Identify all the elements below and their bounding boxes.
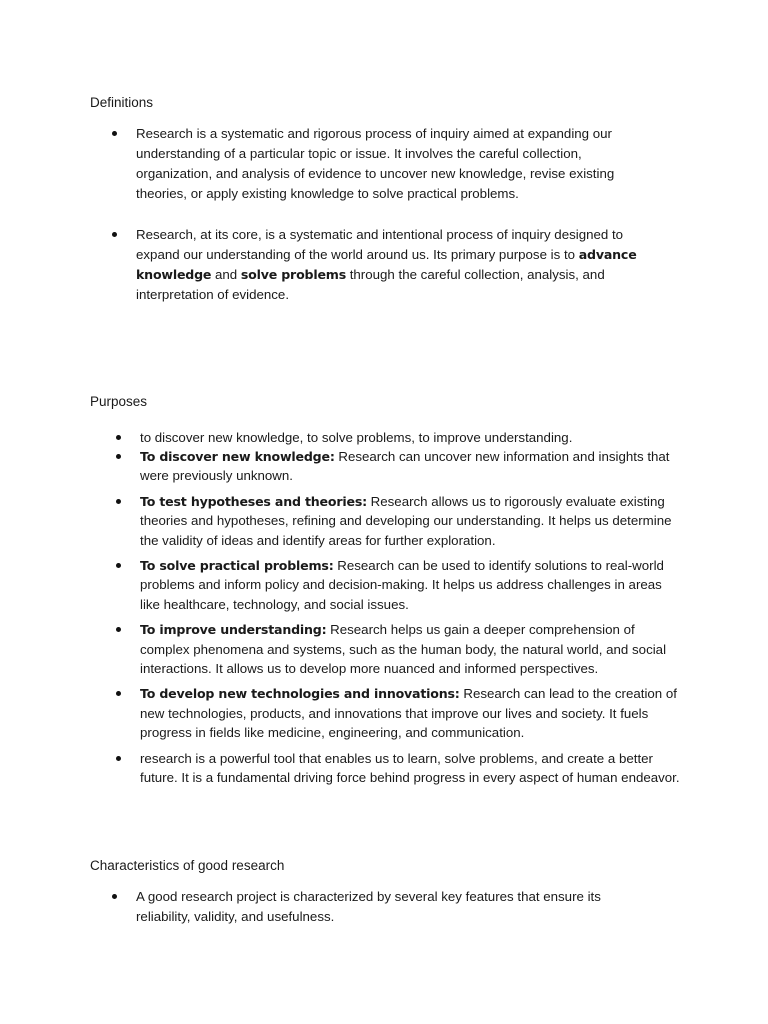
characteristics-heading: Characteristics of good research: [90, 858, 285, 873]
purpose-intro-item: [140, 428, 680, 447]
definition-text-part: through the careful collection, analysis, and interpretation of evidence.: [136, 267, 605, 302]
purpose-title: To solve practical problems:: [140, 558, 334, 574]
purpose-text: Research can lead to the creation of new technologies, products, and innovations that improve our lives and society. It fuels progress in fields like medicine, engineering, and communication.: [140, 686, 677, 740]
purpose-title: To develop new technologies and innovations:: [140, 686, 460, 702]
purpose-text: Research allows us to rigorously evaluate existing theories and hypotheses, refining and developing our understanding. It helps us determine the validity of ideas and identify areas for further exploration.: [140, 494, 672, 548]
characteristics-list: [136, 887, 656, 927]
definitions-heading: Definitions: [90, 95, 154, 110]
definitions-list: [136, 124, 656, 305]
purpose-closing-text: research is a powerful tool that enables us to learn, solve problems, and create a better future. It is a fundamental driving force behind progress in every aspect of human endeavor.: [140, 750, 680, 785]
purpose-text: Research can be used to identify solutions to real-world problems and inform policy and decision-making. It helps us address challenges in areas like healthcare, technology, and social issues.: [140, 558, 664, 612]
definition-item: [136, 225, 656, 305]
purpose-intro-text: to discover new knowledge, to solve problems, to improve understanding.: [140, 430, 573, 445]
purpose-title: To test hypotheses and theories:: [140, 494, 367, 510]
characteristic-text: A good research project is characterized by several key features that ensure its reliability, validity, and usefulness.: [136, 889, 601, 924]
definition-text: Research is a systematic and rigorous process of inquiry aimed at expanding our understanding of a particular topic or issue. It involves the careful collection, organization, and analysis of evidence to uncover new knowledge, revise existing theories, or apply existing knowledge to solve practical problems.: [136, 126, 615, 201]
purpose-item: [140, 492, 680, 550]
characteristic-item: [136, 887, 656, 927]
purpose-item: [140, 684, 680, 742]
purpose-closing-item: [140, 749, 680, 787]
definition-item: [136, 124, 656, 204]
definition-text-part: Research, at its core, is a systematic and intentional process of inquiry designed to expand our understanding of the world around us. Its primary purpose is to: [136, 227, 624, 262]
purposes-heading: Purposes: [90, 394, 148, 409]
purpose-text: Research can uncover new information and insights that were previously unknown.: [140, 449, 670, 484]
purpose-item: [140, 620, 680, 678]
purpose-title: To discover new knowledge:: [140, 449, 335, 465]
purposes-list: [140, 428, 680, 787]
definition-bold-term: advance knowledge: [136, 247, 637, 282]
purpose-item: [140, 556, 680, 614]
purpose-title: To improve understanding:: [140, 622, 327, 638]
definition-bold-term: solve problems: [240, 267, 347, 282]
purpose-item: [140, 447, 680, 485]
purpose-text: Research helps us gain a deeper comprehension of complex phenomena and systems, such as the human body, the natural world, and social interactions. It allows us to develop more nuanced and informed perspectives.: [140, 622, 667, 676]
definition-text-part: and: [211, 267, 241, 282]
